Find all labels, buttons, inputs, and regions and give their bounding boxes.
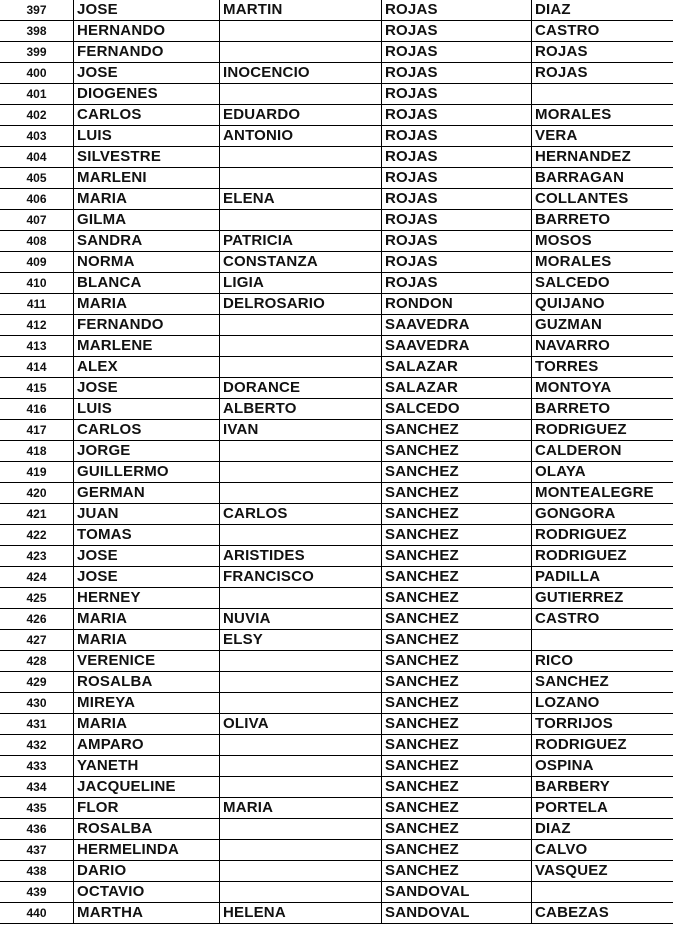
first-name-cell[interactable]: MARIA	[74, 189, 220, 210]
row-number-cell[interactable]: 408	[0, 231, 74, 252]
row-number-cell[interactable]: 407	[0, 210, 74, 231]
first-surname-cell[interactable]: SANCHEZ	[382, 756, 532, 777]
second-name-cell[interactable]: CARLOS	[220, 504, 382, 525]
table-row	[0, 672, 673, 693]
first-name-cell[interactable]: MARLENE	[74, 336, 220, 357]
table-row	[0, 693, 673, 714]
first-name-cell[interactable]: SILVESTRE	[74, 147, 220, 168]
first-surname-cell[interactable]: ROJAS	[382, 231, 532, 252]
first-surname-cell[interactable]: SAAVEDRA	[382, 336, 532, 357]
second-name-cell[interactable]	[220, 693, 382, 714]
table-row	[0, 567, 673, 588]
table-row	[0, 189, 673, 210]
second-surname-cell[interactable]: MORALES	[532, 252, 673, 273]
first-name-cell[interactable]: OCTAVIO	[74, 882, 220, 903]
table-row	[0, 525, 673, 546]
table-row	[0, 21, 673, 42]
first-name-cell[interactable]: LUIS	[74, 126, 220, 147]
row-number-cell[interactable]: 433	[0, 756, 74, 777]
first-name-cell[interactable]: DIOGENES	[74, 84, 220, 105]
row-number-cell[interactable]: 414	[0, 357, 74, 378]
second-name-cell[interactable]	[220, 840, 382, 861]
first-surname-cell[interactable]: SANCHEZ	[382, 798, 532, 819]
table-row	[0, 0, 673, 21]
second-surname-cell[interactable]: CABEZAS	[532, 903, 673, 924]
first-surname-cell[interactable]: SANCHEZ	[382, 714, 532, 735]
second-surname-cell[interactable]: PORTELA	[532, 798, 673, 819]
first-name-cell[interactable]: MARTHA	[74, 903, 220, 924]
second-name-cell[interactable]	[220, 441, 382, 462]
row-number-cell[interactable]: 417	[0, 420, 74, 441]
row-number-cell[interactable]: 436	[0, 819, 74, 840]
second-surname-cell[interactable]: GUTIERREZ	[532, 588, 673, 609]
table-row	[0, 336, 673, 357]
first-name-cell[interactable]: CARLOS	[74, 420, 220, 441]
second-name-cell[interactable]	[220, 42, 382, 63]
row-number-cell[interactable]: 399	[0, 42, 74, 63]
second-surname-cell[interactable]: RODRIGUEZ	[532, 525, 673, 546]
second-name-cell[interactable]: ARISTIDES	[220, 546, 382, 567]
first-surname-cell[interactable]: SANDOVAL	[382, 903, 532, 924]
row-number-cell[interactable]: 439	[0, 882, 74, 903]
second-name-cell[interactable]	[220, 756, 382, 777]
first-surname-cell[interactable]: ROJAS	[382, 168, 532, 189]
row-number-cell[interactable]: 410	[0, 273, 74, 294]
second-name-cell[interactable]: HELENA	[220, 903, 382, 924]
second-surname-cell[interactable]: PADILLA	[532, 567, 673, 588]
first-name-cell[interactable]: JOSE	[74, 546, 220, 567]
first-surname-cell[interactable]: SANCHEZ	[382, 588, 532, 609]
second-name-cell[interactable]: ELSY	[220, 630, 382, 651]
second-surname-cell[interactable]: TORRIJOS	[532, 714, 673, 735]
first-name-cell[interactable]: VERENICE	[74, 651, 220, 672]
first-surname-cell[interactable]: SANCHEZ	[382, 525, 532, 546]
second-surname-cell[interactable]: CALDERON	[532, 441, 673, 462]
second-name-cell[interactable]	[220, 357, 382, 378]
row-number-cell[interactable]: 419	[0, 462, 74, 483]
second-name-cell[interactable]	[220, 168, 382, 189]
table-row	[0, 882, 673, 903]
second-name-cell[interactable]: LIGIA	[220, 273, 382, 294]
first-surname-cell[interactable]: ROJAS	[382, 105, 532, 126]
row-number-cell[interactable]: 416	[0, 399, 74, 420]
row-number-cell[interactable]: 402	[0, 105, 74, 126]
row-number-cell[interactable]: 423	[0, 546, 74, 567]
table-row	[0, 315, 673, 336]
row-number-cell[interactable]: 397	[0, 0, 74, 21]
second-name-cell[interactable]	[220, 336, 382, 357]
second-surname-cell[interactable]: CALVO	[532, 840, 673, 861]
second-name-cell[interactable]: ANTONIO	[220, 126, 382, 147]
first-surname-cell[interactable]: SANCHEZ	[382, 441, 532, 462]
first-name-cell[interactable]: GUILLERMO	[74, 462, 220, 483]
first-name-cell[interactable]: HERMELINDA	[74, 840, 220, 861]
table-row	[0, 546, 673, 567]
second-surname-cell[interactable]: BARBERY	[532, 777, 673, 798]
second-name-cell[interactable]	[220, 672, 382, 693]
second-surname-cell[interactable]: LOZANO	[532, 693, 673, 714]
row-number-cell[interactable]: 398	[0, 21, 74, 42]
second-name-cell[interactable]: ELENA	[220, 189, 382, 210]
table-row	[0, 126, 673, 147]
first-surname-cell[interactable]: SANCHEZ	[382, 462, 532, 483]
first-surname-cell[interactable]: ROJAS	[382, 252, 532, 273]
first-name-cell[interactable]: NORMA	[74, 252, 220, 273]
second-name-cell[interactable]: MARTIN	[220, 0, 382, 21]
first-surname-cell[interactable]: SANDOVAL	[382, 882, 532, 903]
second-surname-cell[interactable]: ROJAS	[532, 63, 673, 84]
first-name-cell[interactable]: MARIA	[74, 630, 220, 651]
table-row	[0, 630, 673, 651]
table-row	[0, 84, 673, 105]
row-number-cell[interactable]: 432	[0, 735, 74, 756]
first-name-cell[interactable]: YANETH	[74, 756, 220, 777]
second-surname-cell[interactable]: HERNANDEZ	[532, 147, 673, 168]
first-name-cell[interactable]: MIREYA	[74, 693, 220, 714]
row-number-cell[interactable]: 425	[0, 588, 74, 609]
second-surname-cell[interactable]: BARRETO	[532, 210, 673, 231]
second-surname-cell[interactable]: VERA	[532, 126, 673, 147]
second-name-cell[interactable]	[220, 462, 382, 483]
first-surname-cell[interactable]: SANCHEZ	[382, 840, 532, 861]
first-surname-cell[interactable]: ROJAS	[382, 210, 532, 231]
first-name-cell[interactable]: FERNANDO	[74, 42, 220, 63]
first-name-cell[interactable]: FERNANDO	[74, 315, 220, 336]
second-name-cell[interactable]	[220, 588, 382, 609]
second-name-cell[interactable]: NUVIA	[220, 609, 382, 630]
first-name-cell[interactable]: JOSE	[74, 378, 220, 399]
first-surname-cell[interactable]: SANCHEZ	[382, 693, 532, 714]
first-surname-cell[interactable]: ROJAS	[382, 126, 532, 147]
second-surname-cell[interactable]	[532, 630, 673, 651]
table-row	[0, 609, 673, 630]
second-surname-cell[interactable]: CASTRO	[532, 21, 673, 42]
first-name-cell[interactable]: MARLENI	[74, 168, 220, 189]
row-number-cell[interactable]: 429	[0, 672, 74, 693]
second-surname-cell[interactable]: BARRETO	[532, 399, 673, 420]
first-surname-cell[interactable]: ROJAS	[382, 0, 532, 21]
second-surname-cell[interactable]: QUIJANO	[532, 294, 673, 315]
first-surname-cell[interactable]: SALAZAR	[382, 357, 532, 378]
second-name-cell[interactable]	[220, 315, 382, 336]
row-number-cell[interactable]: 404	[0, 147, 74, 168]
row-number-cell[interactable]: 430	[0, 693, 74, 714]
table-row	[0, 588, 673, 609]
second-surname-cell[interactable]: DIAZ	[532, 0, 673, 21]
second-surname-cell[interactable]: RODRIGUEZ	[532, 420, 673, 441]
row-number-cell[interactable]: 400	[0, 63, 74, 84]
second-surname-cell[interactable]: DIAZ	[532, 819, 673, 840]
row-number-cell[interactable]: 438	[0, 861, 74, 882]
second-surname-cell[interactable]: MONTEALEGRE	[532, 483, 673, 504]
second-name-cell[interactable]	[220, 84, 382, 105]
row-number-cell[interactable]: 413	[0, 336, 74, 357]
table-row	[0, 861, 673, 882]
first-name-cell[interactable]: CARLOS	[74, 105, 220, 126]
row-number-cell[interactable]: 428	[0, 651, 74, 672]
first-surname-cell[interactable]: ROJAS	[382, 21, 532, 42]
second-surname-cell[interactable]: SALCEDO	[532, 273, 673, 294]
first-surname-cell[interactable]: SANCHEZ	[382, 861, 532, 882]
first-name-cell[interactable]: ROSALBA	[74, 819, 220, 840]
second-name-cell[interactable]	[220, 651, 382, 672]
table-row	[0, 63, 673, 84]
second-name-cell[interactable]	[220, 735, 382, 756]
row-number-cell[interactable]: 421	[0, 504, 74, 525]
first-surname-cell[interactable]: SANCHEZ	[382, 651, 532, 672]
second-name-cell[interactable]	[220, 777, 382, 798]
second-surname-cell[interactable]: GUZMAN	[532, 315, 673, 336]
second-name-cell[interactable]	[220, 525, 382, 546]
table-row	[0, 735, 673, 756]
row-number-cell[interactable]: 415	[0, 378, 74, 399]
first-name-cell[interactable]: TOMAS	[74, 525, 220, 546]
first-surname-cell[interactable]: SANCHEZ	[382, 819, 532, 840]
row-number-cell[interactable]: 426	[0, 609, 74, 630]
first-name-cell[interactable]: DARIO	[74, 861, 220, 882]
row-number-cell[interactable]: 420	[0, 483, 74, 504]
row-number-cell[interactable]: 401	[0, 84, 74, 105]
second-name-cell[interactable]: DELROSARIO	[220, 294, 382, 315]
first-surname-cell[interactable]: SANCHEZ	[382, 504, 532, 525]
table-row	[0, 819, 673, 840]
table-row	[0, 357, 673, 378]
first-name-cell[interactable]: BLANCA	[74, 273, 220, 294]
first-name-cell[interactable]: JOSE	[74, 0, 220, 21]
row-number-cell[interactable]: 440	[0, 903, 74, 924]
table-row	[0, 105, 673, 126]
second-name-cell[interactable]	[220, 483, 382, 504]
second-surname-cell[interactable]: OLAYA	[532, 462, 673, 483]
second-surname-cell[interactable]: VASQUEZ	[532, 861, 673, 882]
first-name-cell[interactable]: FLOR	[74, 798, 220, 819]
second-surname-cell[interactable]: MORALES	[532, 105, 673, 126]
second-name-cell[interactable]: PATRICIA	[220, 231, 382, 252]
second-surname-cell[interactable]: RICO	[532, 651, 673, 672]
second-surname-cell[interactable]: CASTRO	[532, 609, 673, 630]
first-name-cell[interactable]: MARIA	[74, 714, 220, 735]
row-number-cell[interactable]: 434	[0, 777, 74, 798]
first-name-cell[interactable]: LUIS	[74, 399, 220, 420]
table-row	[0, 798, 673, 819]
second-name-cell[interactable]: INOCENCIO	[220, 63, 382, 84]
row-number-cell[interactable]: 422	[0, 525, 74, 546]
table-row	[0, 420, 673, 441]
first-name-cell[interactable]: ROSALBA	[74, 672, 220, 693]
second-name-cell[interactable]: MARIA	[220, 798, 382, 819]
second-surname-cell[interactable]: MONTOYA	[532, 378, 673, 399]
table-row	[0, 840, 673, 861]
first-name-cell[interactable]: SANDRA	[74, 231, 220, 252]
second-surname-cell[interactable]: ROJAS	[532, 42, 673, 63]
second-name-cell[interactable]	[220, 819, 382, 840]
table-row	[0, 777, 673, 798]
second-surname-cell[interactable]: RODRIGUEZ	[532, 735, 673, 756]
first-surname-cell[interactable]: SALCEDO	[382, 399, 532, 420]
second-surname-cell[interactable]: RODRIGUEZ	[532, 546, 673, 567]
second-surname-cell[interactable]: GONGORA	[532, 504, 673, 525]
row-number-cell[interactable]: 427	[0, 630, 74, 651]
first-surname-cell[interactable]: ROJAS	[382, 189, 532, 210]
first-name-cell[interactable]: HERNANDO	[74, 21, 220, 42]
second-surname-cell[interactable]	[532, 84, 673, 105]
first-surname-cell[interactable]: SANCHEZ	[382, 567, 532, 588]
second-name-cell[interactable]: FRANCISCO	[220, 567, 382, 588]
first-surname-cell[interactable]: SANCHEZ	[382, 546, 532, 567]
table-row	[0, 504, 673, 525]
table-row	[0, 756, 673, 777]
first-surname-cell[interactable]: SANCHEZ	[382, 630, 532, 651]
second-name-cell[interactable]	[220, 21, 382, 42]
second-surname-cell[interactable]: TORRES	[532, 357, 673, 378]
first-surname-cell[interactable]: ROJAS	[382, 273, 532, 294]
row-number-cell[interactable]: 437	[0, 840, 74, 861]
row-number-cell[interactable]: 424	[0, 567, 74, 588]
first-surname-cell[interactable]: SANCHEZ	[382, 609, 532, 630]
first-surname-cell[interactable]: SANCHEZ	[382, 483, 532, 504]
row-number-cell[interactable]: 412	[0, 315, 74, 336]
first-name-cell[interactable]: MARIA	[74, 609, 220, 630]
first-name-cell[interactable]: JOSE	[74, 567, 220, 588]
table-row	[0, 231, 673, 252]
second-surname-cell[interactable]: MOSOS	[532, 231, 673, 252]
table-row	[0, 714, 673, 735]
table-row	[0, 378, 673, 399]
second-name-cell[interactable]	[220, 882, 382, 903]
table-row	[0, 210, 673, 231]
first-name-cell[interactable]: HERNEY	[74, 588, 220, 609]
table-row	[0, 168, 673, 189]
second-name-cell[interactable]	[220, 861, 382, 882]
first-surname-cell[interactable]: SAAVEDRA	[382, 315, 532, 336]
second-name-cell[interactable]: OLIVA	[220, 714, 382, 735]
second-surname-cell[interactable]	[532, 882, 673, 903]
table-row	[0, 252, 673, 273]
first-name-cell[interactable]: ALEX	[74, 357, 220, 378]
first-surname-cell[interactable]: SANCHEZ	[382, 735, 532, 756]
first-surname-cell[interactable]: ROJAS	[382, 84, 532, 105]
first-surname-cell[interactable]: SANCHEZ	[382, 777, 532, 798]
second-surname-cell[interactable]: OSPINA	[532, 756, 673, 777]
second-surname-cell[interactable]: BARRAGAN	[532, 168, 673, 189]
table-row	[0, 399, 673, 420]
second-name-cell[interactable]: CONSTANZA	[220, 252, 382, 273]
first-surname-cell[interactable]: SALAZAR	[382, 378, 532, 399]
second-name-cell[interactable]: ALBERTO	[220, 399, 382, 420]
row-number-cell[interactable]: 405	[0, 168, 74, 189]
table-row	[0, 651, 673, 672]
row-number-cell[interactable]: 435	[0, 798, 74, 819]
table-row	[0, 147, 673, 168]
first-surname-cell[interactable]: ROJAS	[382, 63, 532, 84]
first-surname-cell[interactable]: RONDON	[382, 294, 532, 315]
first-name-cell[interactable]: GILMA	[74, 210, 220, 231]
second-surname-cell[interactable]: NAVARRO	[532, 336, 673, 357]
first-name-cell[interactable]: JUAN	[74, 504, 220, 525]
table-row	[0, 441, 673, 462]
table-row	[0, 42, 673, 63]
first-surname-cell[interactable]: ROJAS	[382, 42, 532, 63]
table-row	[0, 903, 673, 924]
table-row	[0, 483, 673, 504]
row-number-cell[interactable]: 431	[0, 714, 74, 735]
row-number-cell[interactable]: 406	[0, 189, 74, 210]
first-surname-cell[interactable]: SANCHEZ	[382, 672, 532, 693]
first-surname-cell[interactable]: ROJAS	[382, 147, 532, 168]
table-row	[0, 273, 673, 294]
first-surname-cell[interactable]: SANCHEZ	[382, 420, 532, 441]
second-name-cell[interactable]: EDUARDO	[220, 105, 382, 126]
first-name-cell[interactable]: JORGE	[74, 441, 220, 462]
row-number-cell[interactable]: 403	[0, 126, 74, 147]
second-name-cell[interactable]: IVAN	[220, 420, 382, 441]
second-surname-cell[interactable]: COLLANTES	[532, 189, 673, 210]
second-name-cell[interactable]	[220, 147, 382, 168]
row-number-cell[interactable]: 411	[0, 294, 74, 315]
table-row	[0, 294, 673, 315]
first-name-cell[interactable]: AMPARO	[74, 735, 220, 756]
second-surname-cell[interactable]: SANCHEZ	[532, 672, 673, 693]
first-name-cell[interactable]: JACQUELINE	[74, 777, 220, 798]
first-name-cell[interactable]: GERMAN	[74, 483, 220, 504]
table-row	[0, 462, 673, 483]
row-number-cell[interactable]: 418	[0, 441, 74, 462]
row-number-cell[interactable]: 409	[0, 252, 74, 273]
second-name-cell[interactable]: DORANCE	[220, 378, 382, 399]
second-name-cell[interactable]	[220, 210, 382, 231]
first-name-cell[interactable]: JOSE	[74, 63, 220, 84]
first-name-cell[interactable]: MARIA	[74, 294, 220, 315]
